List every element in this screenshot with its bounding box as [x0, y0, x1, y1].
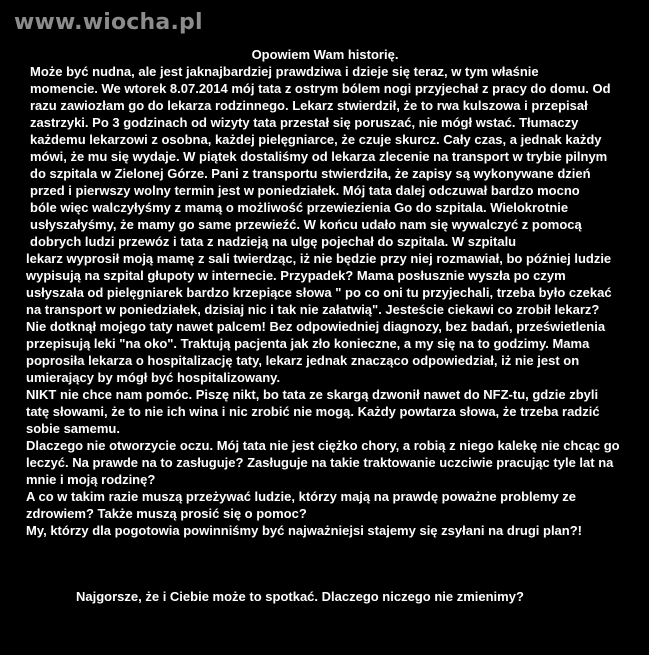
story-line: zdrowiem? Także muszą prosić się o pomoc? [26, 506, 307, 521]
story-line: NIKT nie chce nam pomóc. Piszę nikt, bo tata ze skargą dzwonił nawet do NFZ-tu, gdzie zbyli [26, 387, 599, 402]
story-line: mnie i moją rodzinę? [26, 472, 156, 487]
story-line: My, którzy dla pogotowia powinniśmy być najważniejsi stajemy się zsyłani na drugi plan?! [26, 523, 582, 538]
story-title: Opowiem Wam historię. [251, 47, 399, 62]
story-line: poprosiła lekarza o hospitalizację taty, lekarz jednak znacząco odpowiedział, iż nie jest on [26, 353, 580, 368]
story-line: tatę słowami, że to nie ich wina i nic zrobić nie mogą. Każdy powtarza słowa, że trzeba radzić [26, 404, 600, 419]
story-line: razu zawiozłam go do lekarza rodzinnego. Lekarz stwierdził, że to rwa kulszowa i przepisał [30, 98, 588, 113]
story-text-block [26, 46, 620, 539]
story-line: zastrzyki. Po 3 godzinach od wizyty tata przestał się poruszać, nie mógł wstać. Tłumaczy [30, 115, 579, 130]
story-line: przed i pierwszy wolny termin jest w poniedziałek. Mój tata dalej odczuwał bardzo mocno [30, 183, 580, 198]
story-line: usłyszała od pielęgniarek bardzo krzepiące słowa " po co oni tu przyjechali, trzeba było czekać [26, 285, 612, 300]
story-line: Dlaczego nie otworzycie oczu. Mój tata nie jest ciężko chory, a robią z niego kalekę nie chcąc go [26, 438, 620, 453]
story-line: sobie samemu. [26, 421, 120, 436]
story-line: momencie. We wtorek 8.07.2014 mój tata z ostrym bólem nogi przyjechał z pracy do domu. Od [30, 81, 611, 96]
story-line: wypisują na szpital głupoty w internecie. Przypadek? Mama posłusznie wyszła po czym [26, 268, 566, 283]
story-body [26, 63, 620, 539]
story-line: leczyć. Na prawde na to zasługuje? Zasługuje na takie traktowanie uczciwie pracując tyle lat na [26, 455, 614, 470]
closing-line: Najgorsze, że i Ciebie może to spotkać. Dlaczego niczego nie zmienimy? [76, 589, 524, 604]
story-line: dobrych ludzi przewóz i tata z nadzieją na ulgę pojechał do szpitala. W szpitalu [30, 234, 517, 249]
story-line: przepisują leki "na oko". Traktują pacjenta jak zło konieczne, a my się na to godzimy. Mama [26, 336, 590, 351]
story-line: Może być nudna, ale jest jaknajbardziej prawdziwa i dzieje się teraz, w tym właśnie [30, 64, 539, 79]
story-line: bóle więc walczyłyśmy z mamą o możliwość przewiezienia Go do szpitala. Wielokrotnie [30, 200, 569, 215]
story-line: A co w takim razie muszą przeżywać ludzie, którzy mają na prawdę poważne problemy ze [26, 489, 577, 504]
story-line: umierający by mógł być hospitalizowany. [26, 370, 281, 385]
story-line: lekarz wyprosił moją mamę z sali twierdząc, iż nie będzie przy niej rozmawiał, bo później ludzie [26, 251, 612, 266]
story-line: Nie dotknął mojego taty nawet palcem! Bez odpowiedniej diagnozy, bez badań, prześwietlenia [26, 319, 606, 334]
story-line: do szpitala w Zielonej Górze. Pani z transportu stwierdziła, że zapisy są wykonywane dzień [30, 166, 591, 181]
watermark-logo-text: www.wiocha.pl [14, 10, 203, 35]
story-line: każdemu lekarzowi z osobna, każdej pielęgniarce, że czuje skurcz. Cały czas, a jednak każdy [30, 132, 602, 147]
story-line: na transport w poniedziałek, dzisiaj nic i tak nie załatwią". Jesteście ciekawi co zrobił lekarz? [26, 302, 600, 317]
story-line: mówi, że mu się wydaje. W piątek dostaliśmy od lekarza zlecenie na transport w trybie pilnym [30, 149, 608, 164]
story-line: usłyszałyśmy, że mamy go same przewieźć. W końcu udało nam się wywalczyć z pomocą [30, 217, 582, 232]
